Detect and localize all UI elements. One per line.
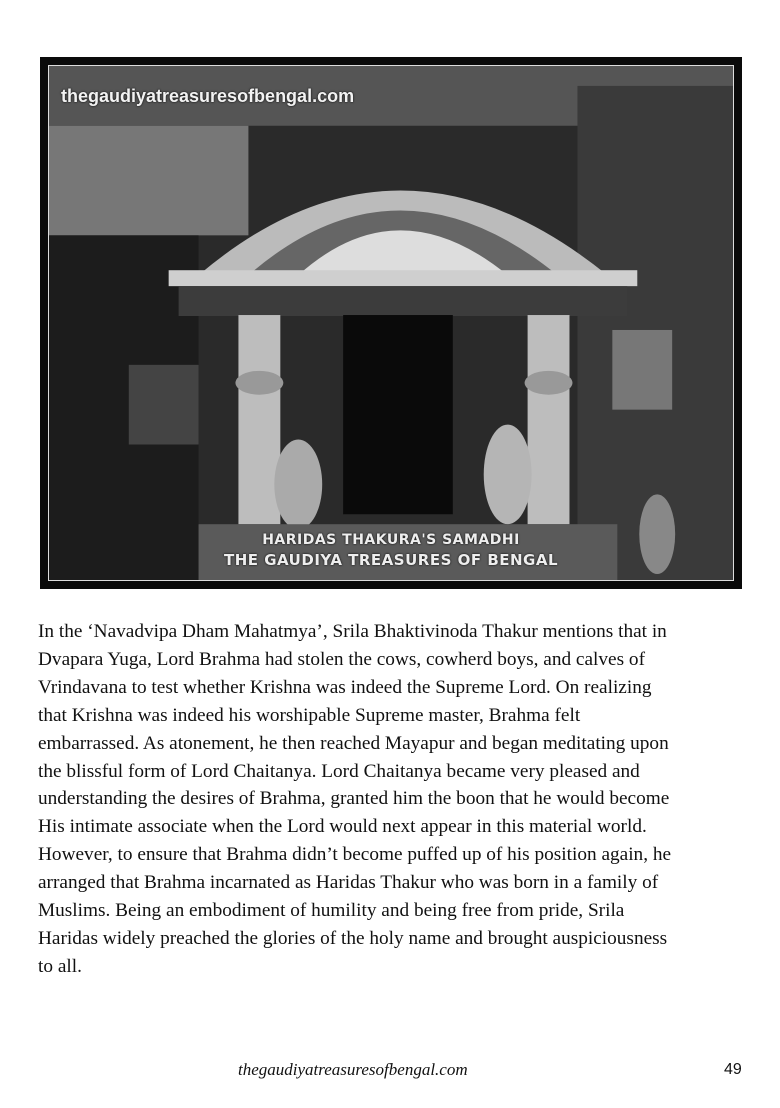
- samadhi-photo: [40, 57, 742, 589]
- text-line: to all.: [38, 955, 82, 977]
- text-line: However, to ensure that Brahma didn’t become puffed up of his position again, he: [38, 844, 672, 866]
- text-line: understanding the desires of Brahma, granted him the boon that he would become: [38, 788, 670, 810]
- text-line: embarrassed. As atonement, he then reached Mayapur and began meditating upon: [38, 732, 669, 754]
- text-line: Muslims. Being an embodiment of humility and being free from pride, Srila: [38, 900, 625, 922]
- caption-title: HARIDAS THAKURA'S SAMADHI: [262, 532, 520, 548]
- text-line: His intimate associate when the Lord would next appear in this material world.: [38, 816, 647, 838]
- text-line: that Krishna was indeed his worshipable Supreme master, Brahma felt: [38, 704, 581, 726]
- text-line: Haridas widely preached the glories of the holy name and brought auspiciousness: [38, 927, 668, 949]
- page-number: 49: [724, 1061, 742, 1078]
- text-line: arranged that Brahma incarnated as Haridas Thakur who was born in a family of: [38, 872, 659, 894]
- caption-subtitle: THE GAUDIYA TREASURES OF BENGAL: [223, 551, 559, 569]
- text-line: Dvapara Yuga, Lord Brahma had stolen the cows, cowherd boys, and calves of: [38, 648, 645, 670]
- text-line: the blissful form of Lord Chaitanya. Lord Chaitanya became very pleased and: [38, 760, 640, 782]
- text-line: Vrindavana to test whether Krishna was indeed the Supreme Lord. On realizing: [38, 676, 652, 698]
- body-paragraph: [38, 618, 738, 981]
- samadhi-gate-illustration: [49, 66, 733, 580]
- text-line: In the ‘Navadvipa Dham Mahatmya’, Srila Bhaktivinoda Thakur mentions that in: [38, 621, 667, 642]
- footer-website: thegaudiyatreasuresofbengal.com: [238, 1060, 468, 1079]
- photo-caption: [49, 530, 733, 570]
- photo-watermark: thegaudiyatreasuresofbengal.com: [61, 86, 355, 106]
